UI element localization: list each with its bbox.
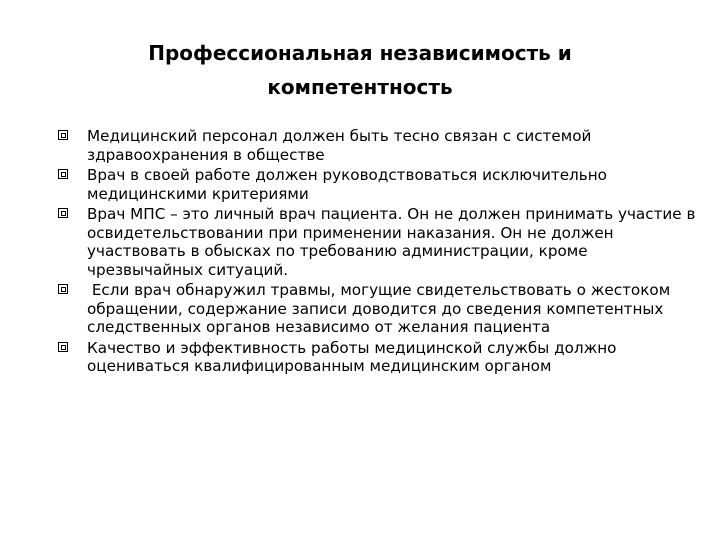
slide-title <box>100 36 620 104</box>
list-item <box>58 166 698 203</box>
bullet-text: Если врач обнаружил травмы, могущие свидетельствовать о жестоком обращении, содержание записи доводится до сведения компетентных следственных органов независимо от желания пациента <box>87 281 675 336</box>
list-item <box>58 205 698 279</box>
square-bullet-icon <box>58 208 68 218</box>
square-bullet-icon <box>58 342 68 352</box>
bullet-text: Медицинский персонал должен быть тесно связан с системой здравоохранения в обществе <box>87 127 592 164</box>
square-bullet-icon <box>58 130 68 140</box>
title-line-2: компетентность <box>267 75 453 99</box>
title-line-1: Профессиональная независимость и <box>148 41 572 65</box>
bullet-text: Врач МПС – это личный врач пациента. Он не должен принимать участие в освидетельствовании при применении наказания. Он не должен участвовать в обысках по требованию администрации, кроме чрезвычайных ситуаций. <box>87 205 696 279</box>
bullet-text: Качество и эффективность работы медицинской службы должно оцениваться квалифицированным медицинским органом <box>87 338 617 375</box>
square-bullet-icon <box>58 284 68 294</box>
bullet-list <box>58 127 698 378</box>
bullet-text: Врач в своей работе должен руководствоваться исключительно медицинскими критериями <box>87 166 607 203</box>
list-item <box>58 339 698 376</box>
square-bullet-icon <box>58 169 68 179</box>
list-item <box>58 127 698 164</box>
list-item <box>58 281 698 337</box>
